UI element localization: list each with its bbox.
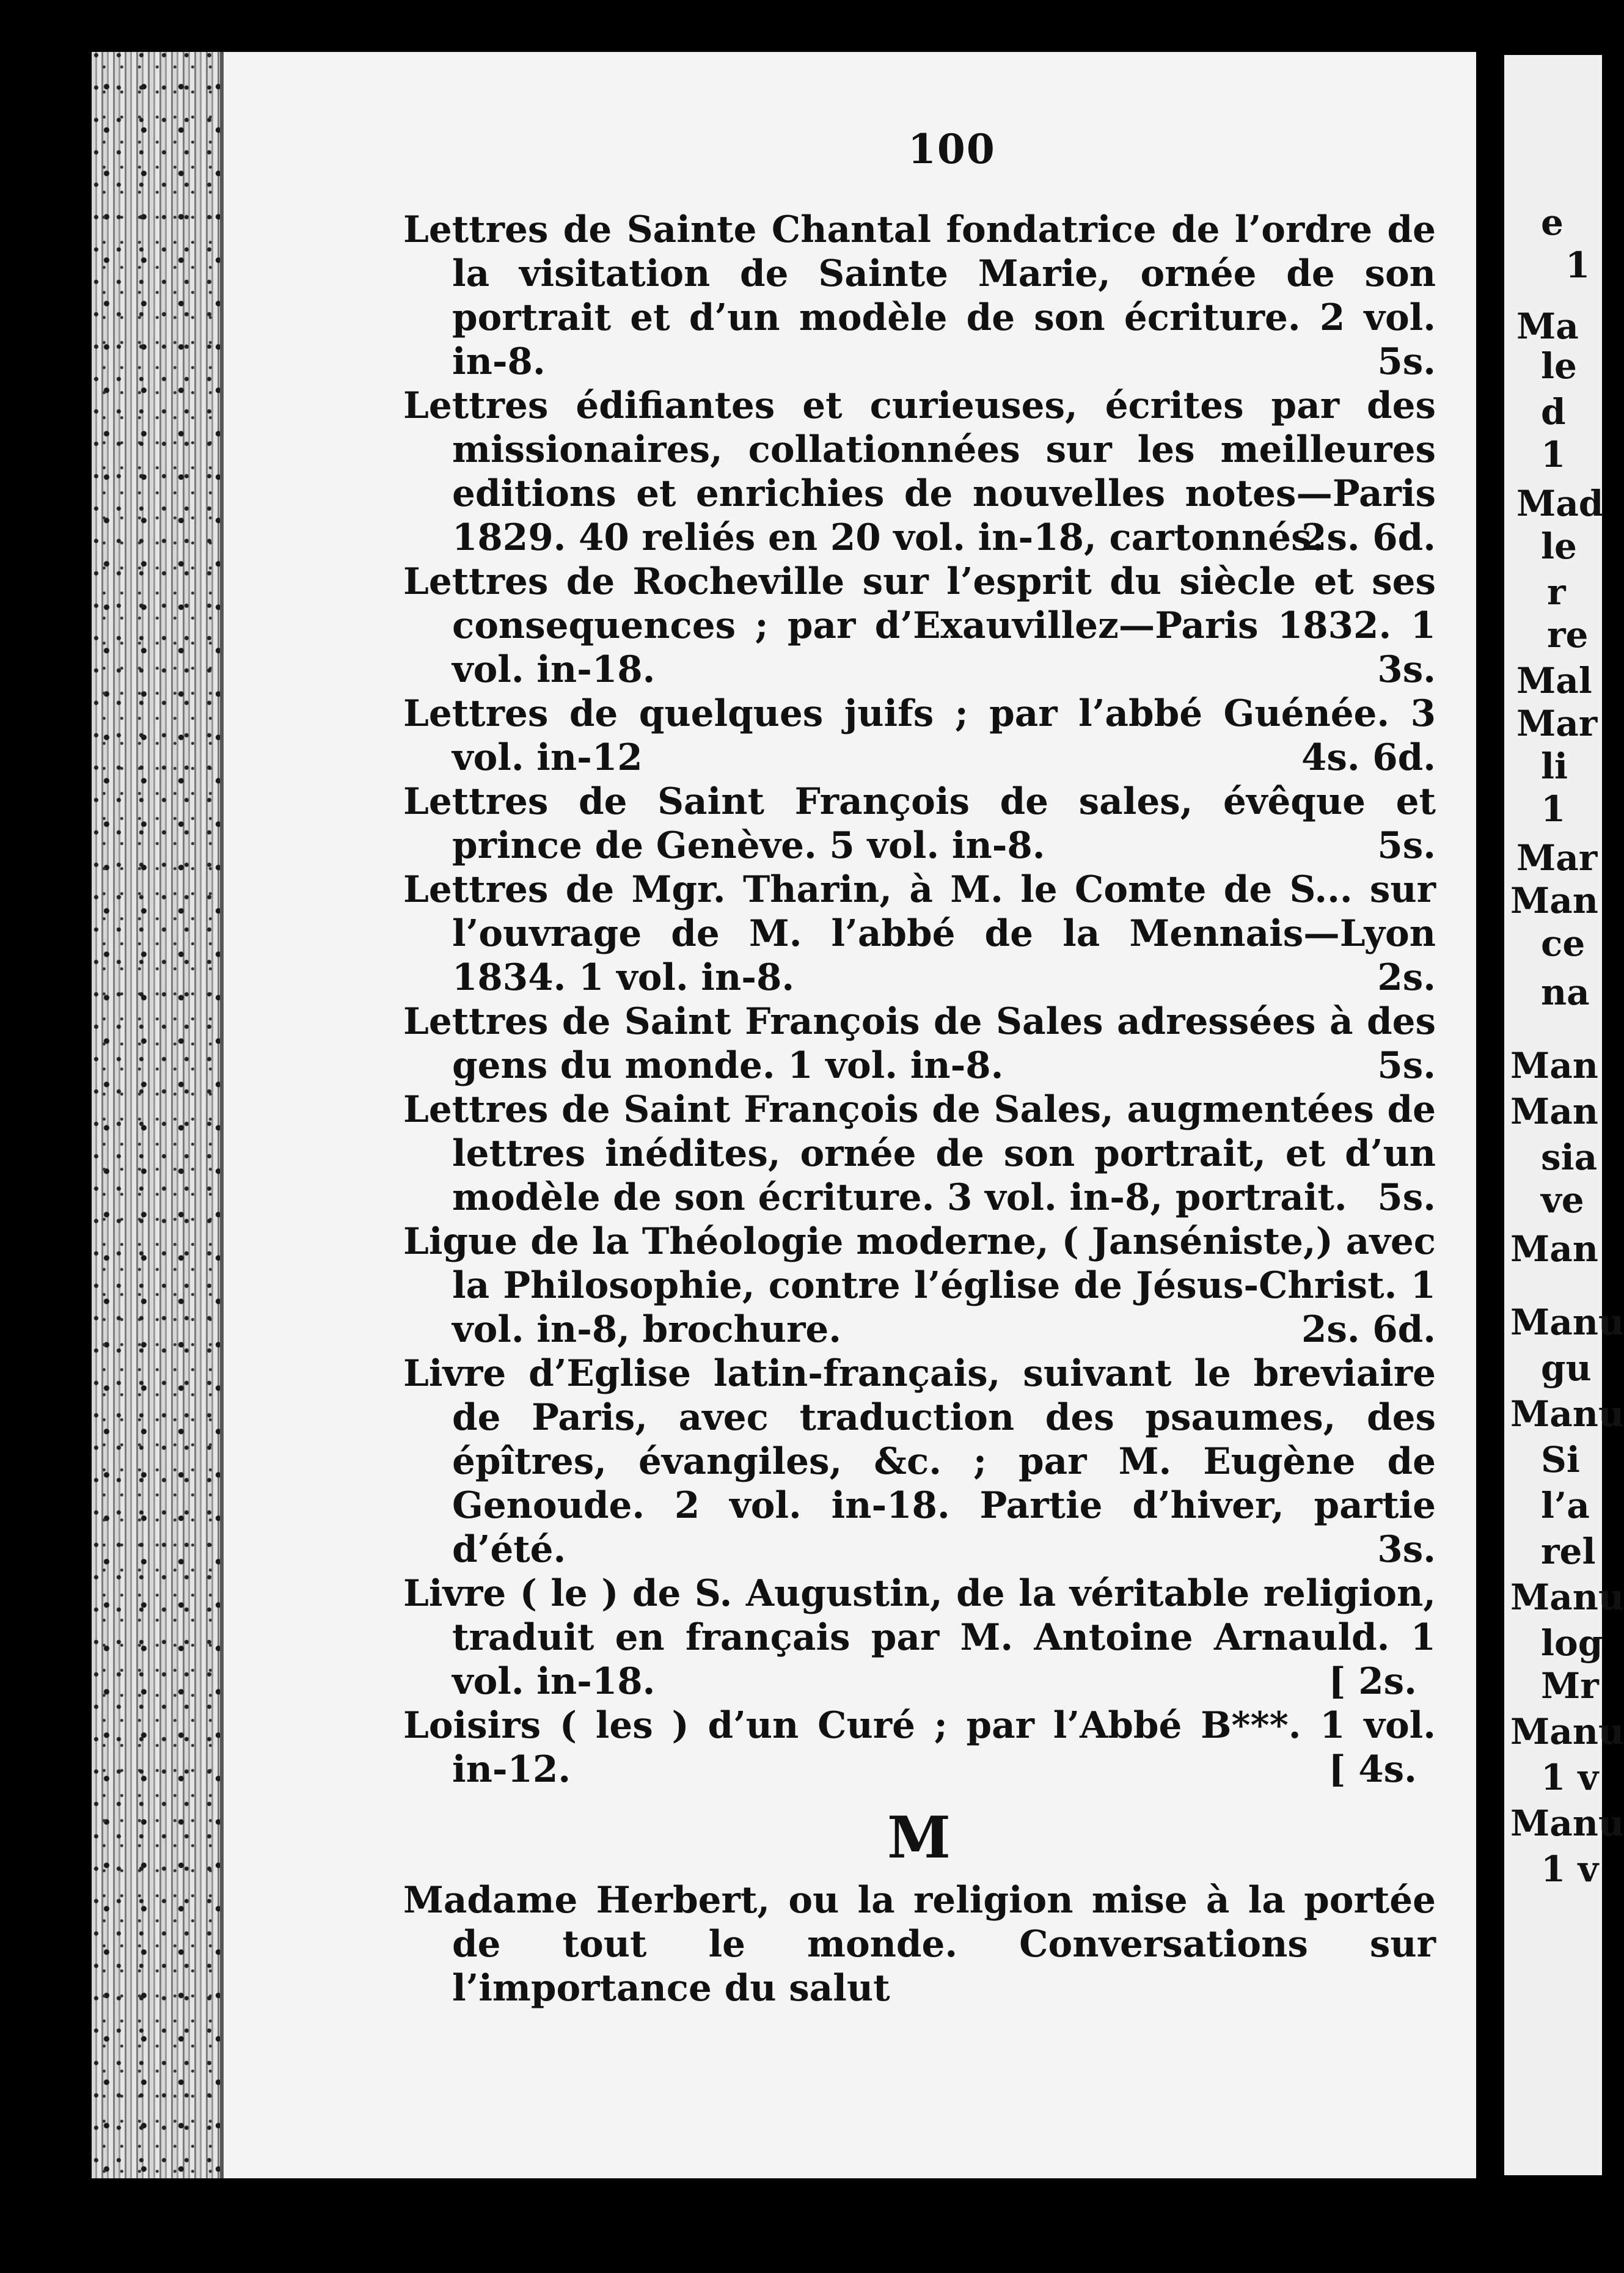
entry-price: 5s. bbox=[1377, 1044, 1436, 1087]
facing-page-line: le bbox=[1541, 525, 1577, 567]
facing-page-line: r bbox=[1547, 571, 1566, 613]
entry-price: [ 2s. bbox=[1328, 1660, 1417, 1703]
facing-page-line: 1 bbox=[1541, 434, 1566, 475]
facing-page-line: 1 v bbox=[1541, 1848, 1599, 1890]
entry-price: 3s. bbox=[1377, 1528, 1436, 1571]
facing-page-line: ve bbox=[1541, 1179, 1584, 1221]
entry-title: Madame Herbert, ou la religion mise à la portée de tout le monde. Conversations sur l’importance du salut bbox=[403, 1879, 1436, 2010]
facing-page-line: gu bbox=[1541, 1347, 1592, 1389]
entry-title: Ligue de la Théologie moderne, ( Janséniste,) avec la Philosophie, contre l’église de Jésus-Christ. 1 vol. in-8, brochure. bbox=[403, 1220, 1436, 1351]
entry-title: Lettres de Saint François de sales, évêque et prince de Genève. 5 vol. in-8. bbox=[403, 780, 1436, 867]
catalog-entry bbox=[403, 1000, 1436, 1088]
entry-price: 5s. bbox=[1377, 340, 1436, 383]
entry-title: Lettres de Mgr. Tharin, à M. le Comte de S... sur l’ouvrage de M. l’abbé de la Mennais—Lyon 1834. 1 vol. in-8. bbox=[403, 868, 1436, 999]
entry-title: Livre d’Eglise latin-français, suivant le breviaire de Paris, avec traduction des psaumes, des épîtres, évangiles, &c. ; par M. Eugène de Genoude. 2 vol. in-18. Partie d’hiver, partie d’été. bbox=[403, 1352, 1436, 1571]
catalog-entries bbox=[403, 208, 1436, 2010]
facing-page-line: Mar bbox=[1516, 837, 1598, 879]
facing-page-fragment bbox=[1504, 55, 1624, 2175]
entry-price: 3s. bbox=[1377, 648, 1436, 691]
facing-page-line: Manu bbox=[1510, 1711, 1624, 1752]
catalog-entry bbox=[403, 384, 1436, 560]
page-block-edge bbox=[92, 52, 220, 2178]
facing-page-line: 1 v bbox=[1541, 1757, 1599, 1798]
entry-title: Lettres de Rocheville sur l’esprit du siècle et ses consequences ; par d’Exauvillez—Paris 1832. 1 vol. in-18. bbox=[403, 560, 1436, 691]
entries-list bbox=[403, 208, 1436, 1792]
facing-page-line: Manu bbox=[1510, 1301, 1624, 1343]
entry-title: Lettres de Sainte Chantal fondatrice de l’ordre de la visitation de Sainte Marie, ornée de son portrait et d’un modèle de son écriture. 2 vol. in-8. bbox=[403, 208, 1436, 383]
facing-page-line: le bbox=[1541, 345, 1577, 387]
entry-price: 2s. bbox=[1377, 956, 1436, 999]
facing-page-line: ce bbox=[1541, 923, 1586, 964]
catalog-entry bbox=[403, 1704, 1436, 1792]
entry-title: Lettres de Saint François de Sales, augmentées de lettres inédites, ornée de son portrait, et d’un modèle de son écriture. 3 vol. in-8, portrait. bbox=[403, 1088, 1436, 1219]
facing-page-line: l’a bbox=[1541, 1485, 1590, 1526]
facing-page-line: d bbox=[1541, 391, 1566, 433]
facing-page-line: na bbox=[1541, 972, 1590, 1013]
entry-price: 5s. bbox=[1377, 824, 1436, 867]
entry-title: Lettres édifiantes et curieuses, écrites par des missionaires, collationnées sur les meilleures editions et enrichies de nouvelles notes—Paris 1829. 40 reliés en 20 vol. in-18, cartonnés. bbox=[403, 384, 1436, 559]
facing-page-line: 1 bbox=[1565, 244, 1590, 286]
entry-title: Loisirs ( les ) d’un Curé ; par l’Abbé B***. 1 vol. in-12. bbox=[403, 1704, 1436, 1791]
facing-page-line: Ma bbox=[1516, 306, 1579, 347]
entry-price: 2s. 6d. bbox=[1301, 1308, 1436, 1351]
catalog-entry bbox=[403, 780, 1436, 868]
facing-page-line: Mr bbox=[1541, 1665, 1599, 1707]
facing-page-line: Man bbox=[1510, 1228, 1598, 1270]
facing-page-line: sia bbox=[1541, 1136, 1598, 1178]
page-number: 100 bbox=[908, 125, 996, 173]
entry-price: 5s. bbox=[1377, 1176, 1436, 1219]
catalog-entry bbox=[403, 1572, 1436, 1704]
catalog-entry bbox=[403, 692, 1436, 780]
facing-page-line: Mal bbox=[1516, 660, 1592, 701]
facing-page-line: e bbox=[1541, 202, 1564, 243]
facing-page-line: Man bbox=[1510, 1045, 1598, 1086]
facing-page-line: rel bbox=[1541, 1531, 1596, 1572]
catalog-entry bbox=[403, 1878, 1436, 2010]
facing-page-line: Manu bbox=[1510, 1576, 1624, 1618]
entry-price: 4s. 6d. bbox=[1301, 736, 1436, 779]
entries-m-list bbox=[403, 1878, 1436, 2010]
facing-page-line: Manu bbox=[1510, 1803, 1624, 1844]
facing-page-line: Mar bbox=[1516, 703, 1598, 744]
entry-price: 2s. 6d. bbox=[1301, 516, 1436, 559]
catalog-entry bbox=[403, 1088, 1436, 1220]
catalog-entry bbox=[403, 1352, 1436, 1572]
facing-page-line: Si bbox=[1541, 1439, 1580, 1481]
entry-title: Livre ( le ) de S. Augustin, de la véritable religion, traduit en français par M. Antoine Arnauld. 1 vol. in-18. bbox=[403, 1572, 1436, 1703]
facing-page-line: Manu bbox=[1510, 1393, 1624, 1435]
catalog-entry bbox=[403, 868, 1436, 1000]
entry-price: [ 4s. bbox=[1328, 1748, 1417, 1791]
facing-page-line: Man bbox=[1510, 880, 1598, 921]
entry-title: Lettres de quelques juifs ; par l’abbé Guénée. 3 vol. in-12 bbox=[403, 692, 1436, 779]
facing-page-line: re bbox=[1547, 614, 1589, 656]
facing-page-line: Man bbox=[1510, 1091, 1598, 1132]
catalog-entry bbox=[403, 1220, 1436, 1352]
catalog-entry bbox=[403, 560, 1436, 692]
facing-page-line: li bbox=[1541, 745, 1568, 787]
entry-title: Lettres de Saint François de Sales adressées à des gens du monde. 1 vol. in-8. bbox=[403, 1000, 1436, 1087]
facing-page-line: 1 bbox=[1541, 788, 1566, 830]
section-letter: M bbox=[887, 1804, 953, 1872]
facing-page-line: Mad bbox=[1516, 483, 1604, 524]
facing-page-line: log bbox=[1541, 1622, 1603, 1664]
catalog-entry bbox=[403, 208, 1436, 384]
